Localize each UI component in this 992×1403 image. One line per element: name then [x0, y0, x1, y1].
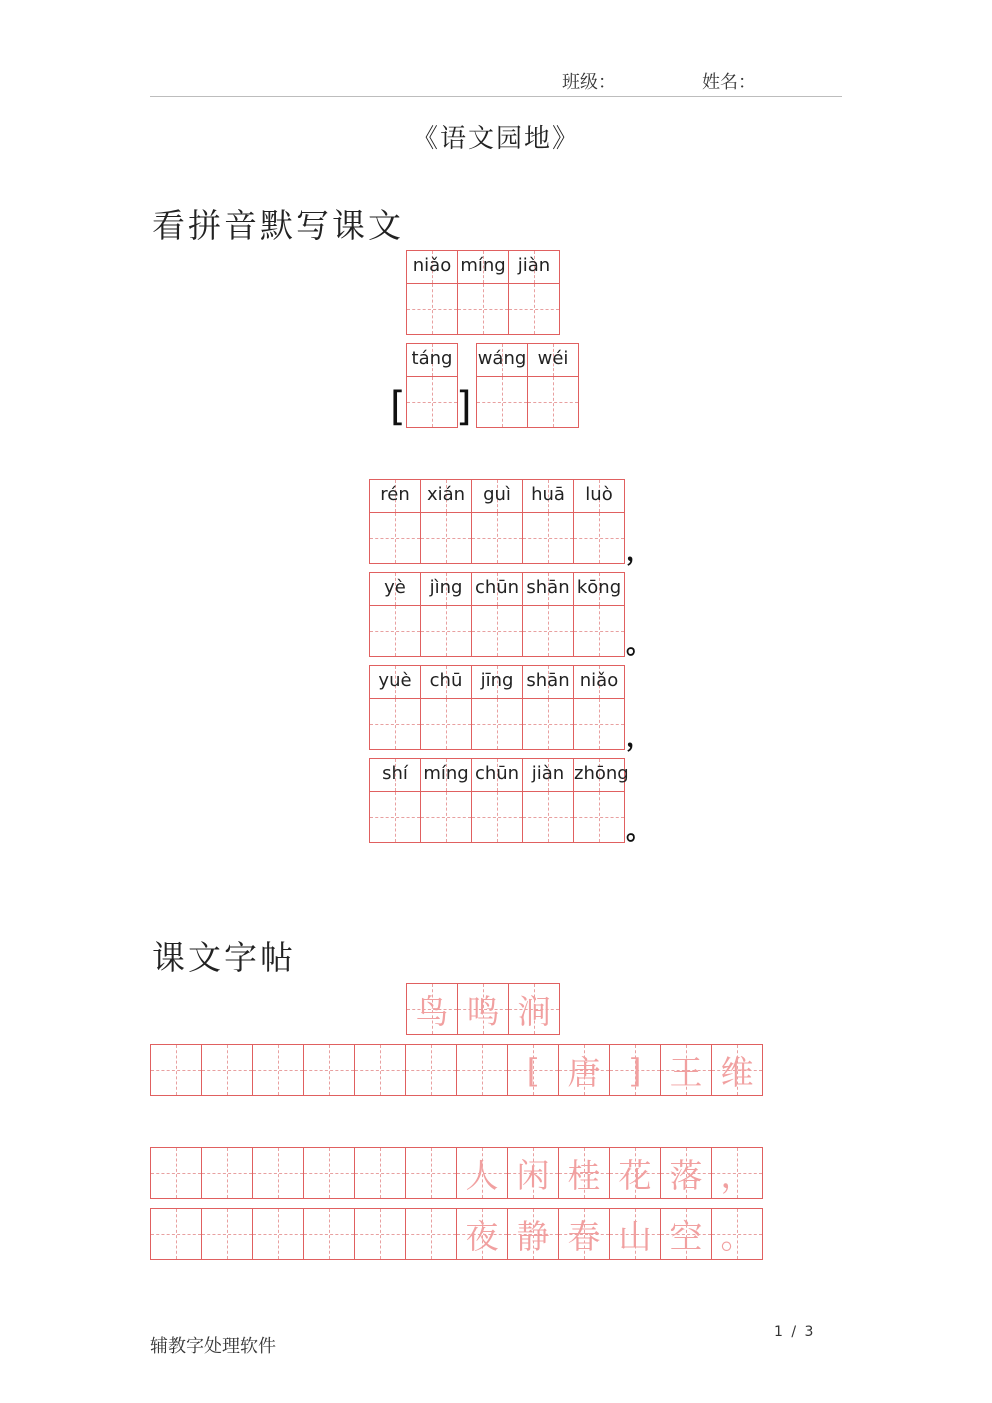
pinyin-cell	[420, 665, 472, 699]
copybook-cell	[303, 1147, 355, 1199]
writing-box	[573, 512, 625, 564]
cell-guide-horizontal	[523, 538, 573, 539]
pinyin-cell	[573, 665, 625, 699]
pinyin-text: zhōng	[574, 763, 629, 784]
trace-character: 空	[669, 1216, 703, 1256]
trace-character: 春	[567, 1216, 601, 1256]
cell-guide-horizontal	[472, 724, 522, 725]
page-title: 《语文园地》	[411, 124, 580, 154]
writing-box	[522, 605, 574, 657]
writing-box	[471, 605, 523, 657]
cell-guide-horizontal	[472, 817, 522, 818]
punctuation-mark: 。	[626, 630, 653, 660]
cell-guide-horizontal	[477, 402, 527, 403]
copybook-cell	[201, 1044, 253, 1096]
copybook-cell	[609, 1147, 661, 1199]
trace-character	[406, 1148, 456, 1198]
pinyin-cell	[471, 665, 523, 699]
trace-character: 花	[618, 1155, 652, 1195]
trace-character: 山	[618, 1216, 652, 1256]
pinyin-text: shān	[526, 577, 570, 598]
pinyin-cell	[471, 572, 523, 606]
trace-character	[304, 1045, 354, 1095]
bracket-left: [	[390, 384, 406, 430]
pinyin-cell	[406, 250, 458, 284]
pinyin-cell	[522, 479, 574, 513]
pinyin-cell	[476, 343, 528, 377]
header-divider	[150, 96, 842, 97]
copybook-cell	[252, 1044, 304, 1096]
trace-character: 王	[669, 1052, 703, 1092]
trace-character: 涧	[517, 991, 551, 1031]
pinyin-text: jiàn	[531, 763, 565, 784]
writing-box	[522, 512, 574, 564]
trace-character: 鸟	[415, 991, 449, 1031]
writing-box	[476, 376, 528, 428]
copybook-cell	[558, 1208, 610, 1260]
copybook-cell	[711, 1044, 763, 1096]
cell-guide-horizontal	[523, 631, 573, 632]
pinyin-text: kōng	[576, 577, 622, 598]
pinyin-cell	[406, 343, 458, 377]
writing-box	[522, 791, 574, 843]
pinyin-text: niǎo	[412, 255, 452, 276]
writing-box	[471, 512, 523, 564]
section-title-dictation: 看拼音默写课文	[152, 206, 404, 245]
pinyin-cell	[508, 250, 560, 284]
class-label: 班级：	[562, 72, 616, 93]
footer-software: 辅教字处理软件	[150, 1336, 276, 1357]
pinyin-text: xián	[426, 484, 466, 505]
pinyin-text: wáng	[477, 348, 527, 369]
copybook-cell	[150, 1044, 202, 1096]
copybook-cell	[609, 1208, 661, 1260]
trace-character: 闲	[516, 1155, 550, 1195]
trace-character	[304, 1148, 354, 1198]
pinyin-cell	[573, 479, 625, 513]
cell-guide-horizontal	[407, 402, 457, 403]
trace-character: 鸣	[466, 991, 500, 1031]
copybook-cell	[201, 1147, 253, 1199]
pinyin-cell	[522, 665, 574, 699]
trace-character	[457, 1045, 507, 1095]
copybook-cell	[507, 1208, 559, 1260]
cell-guide-horizontal	[472, 538, 522, 539]
pinyin-text: chūn	[474, 577, 520, 598]
cell-guide-horizontal	[421, 817, 471, 818]
writing-box	[420, 791, 472, 843]
cell-guide-horizontal	[523, 724, 573, 725]
writing-box	[420, 698, 472, 750]
punctuation-mark: ，	[626, 723, 653, 753]
pinyin-cell	[522, 572, 574, 606]
pinyin-cell	[522, 758, 574, 792]
pinyin-text: táng	[411, 348, 453, 369]
cell-guide-horizontal	[421, 724, 471, 725]
trace-character	[202, 1045, 252, 1095]
trace-character: [	[526, 1050, 540, 1090]
writing-box	[457, 283, 509, 335]
pinyin-text: chūn	[474, 763, 520, 784]
trace-character	[355, 1148, 405, 1198]
writing-box	[508, 283, 560, 335]
cell-guide-horizontal	[370, 538, 420, 539]
pinyin-text: míng	[423, 763, 469, 784]
cell-guide-horizontal	[421, 631, 471, 632]
trace-character: 夜	[465, 1216, 499, 1256]
cell-guide-horizontal	[370, 817, 420, 818]
section-title-copybook: 课文字帖	[152, 938, 296, 977]
trace-character	[151, 1148, 201, 1198]
copybook-cell	[252, 1147, 304, 1199]
trace-character: ，	[720, 1155, 754, 1195]
pinyin-cell	[471, 758, 523, 792]
pinyin-text: luò	[585, 484, 613, 505]
pinyin-text: shí	[382, 763, 408, 784]
pinyin-text: míng	[460, 255, 506, 276]
writing-box	[369, 512, 421, 564]
pinyin-text: niǎo	[579, 670, 619, 691]
pinyin-text: rén	[380, 484, 410, 505]
trace-character: 落	[669, 1155, 703, 1195]
cell-guide-horizontal	[523, 817, 573, 818]
pinyin-cell	[457, 250, 509, 284]
trace-character: 人	[465, 1155, 499, 1195]
copybook-cell	[507, 1044, 559, 1096]
writing-box	[406, 283, 458, 335]
writing-box	[406, 376, 458, 428]
pinyin-cell	[420, 758, 472, 792]
pinyin-text: jiàn	[517, 255, 551, 276]
copybook-cell	[405, 1147, 457, 1199]
copybook-cell	[558, 1147, 610, 1199]
punctuation-mark: 。	[626, 816, 653, 846]
pinyin-cell	[369, 665, 421, 699]
copybook-cell	[252, 1208, 304, 1260]
copybook-cell	[660, 1147, 712, 1199]
trace-character	[151, 1045, 201, 1095]
cell-guide-horizontal	[370, 724, 420, 725]
pinyin-text: wéi	[537, 348, 569, 369]
copybook-cell	[150, 1208, 202, 1260]
trace-character: ]	[628, 1050, 642, 1090]
copybook-cell	[711, 1208, 763, 1260]
name-label: 姓名：	[702, 72, 756, 93]
copybook-cell	[405, 1208, 457, 1260]
trace-character: 。	[720, 1216, 754, 1256]
pinyin-text: guì	[483, 484, 511, 505]
copybook-cell	[303, 1044, 355, 1096]
copybook-cell	[508, 983, 560, 1035]
writing-box	[369, 791, 421, 843]
writing-box	[369, 698, 421, 750]
writing-box	[369, 605, 421, 657]
copybook-cell	[609, 1044, 661, 1096]
writing-box	[471, 791, 523, 843]
copybook-cell	[456, 1208, 508, 1260]
cell-guide-horizontal	[574, 724, 624, 725]
trace-character	[406, 1209, 456, 1259]
pinyin-text: shān	[526, 670, 570, 691]
trace-character	[406, 1045, 456, 1095]
cell-guide-horizontal	[421, 538, 471, 539]
writing-box	[420, 512, 472, 564]
copybook-cell	[456, 1147, 508, 1199]
page-number: 1 / 3	[774, 1324, 816, 1340]
pinyin-text: huā	[531, 484, 565, 505]
copybook-cell	[150, 1147, 202, 1199]
pinyin-text: chū	[429, 670, 463, 691]
cell-guide-horizontal	[472, 631, 522, 632]
pinyin-cell	[369, 758, 421, 792]
pinyin-text: yuè	[378, 670, 412, 691]
pinyin-cell	[471, 479, 523, 513]
writing-box	[573, 698, 625, 750]
trace-character: 唐	[567, 1052, 601, 1092]
pinyin-cell	[527, 343, 579, 377]
copybook-cell	[354, 1208, 406, 1260]
trace-character	[304, 1209, 354, 1259]
copybook-cell	[406, 983, 458, 1035]
cell-guide-horizontal	[528, 402, 578, 403]
cell-guide-horizontal	[574, 631, 624, 632]
trace-character	[202, 1148, 252, 1198]
copybook-cell	[303, 1208, 355, 1260]
pinyin-cell	[369, 479, 421, 513]
copybook-cell	[456, 1044, 508, 1096]
copybook-cell	[558, 1044, 610, 1096]
pinyin-text: jìng	[429, 577, 463, 598]
pinyin-cell	[420, 572, 472, 606]
writing-box	[471, 698, 523, 750]
copybook-cell	[457, 983, 509, 1035]
trace-character	[355, 1209, 405, 1259]
copybook-cell	[354, 1044, 406, 1096]
bracket-right: ]	[456, 384, 472, 430]
copybook-cell	[507, 1147, 559, 1199]
copybook-cell	[201, 1208, 253, 1260]
trace-character	[253, 1209, 303, 1259]
copybook-cell	[711, 1147, 763, 1199]
writing-box	[420, 605, 472, 657]
cell-guide-horizontal	[407, 309, 457, 310]
writing-box	[522, 698, 574, 750]
trace-character	[253, 1045, 303, 1095]
copybook-cell	[405, 1044, 457, 1096]
cell-guide-horizontal	[509, 309, 559, 310]
trace-character	[202, 1209, 252, 1259]
pinyin-text: jīng	[480, 670, 514, 691]
copybook-cell	[660, 1208, 712, 1260]
trace-character	[355, 1045, 405, 1095]
cell-guide-horizontal	[458, 309, 508, 310]
cell-guide-horizontal	[370, 631, 420, 632]
punctuation-mark: ，	[626, 537, 653, 567]
pinyin-text: yè	[384, 577, 406, 598]
pinyin-cell	[573, 758, 629, 792]
writing-box	[573, 605, 625, 657]
pinyin-cell	[420, 479, 472, 513]
trace-character: 维	[720, 1052, 754, 1092]
trace-character: 静	[516, 1216, 550, 1256]
cell-guide-horizontal	[574, 817, 624, 818]
copybook-cell	[660, 1044, 712, 1096]
pinyin-cell	[573, 572, 625, 606]
writing-box	[527, 376, 579, 428]
cell-guide-horizontal	[574, 538, 624, 539]
copybook-cell	[354, 1147, 406, 1199]
pinyin-cell	[369, 572, 421, 606]
writing-box	[573, 791, 625, 843]
trace-character	[253, 1148, 303, 1198]
trace-character: 桂	[567, 1155, 601, 1195]
trace-character	[151, 1209, 201, 1259]
